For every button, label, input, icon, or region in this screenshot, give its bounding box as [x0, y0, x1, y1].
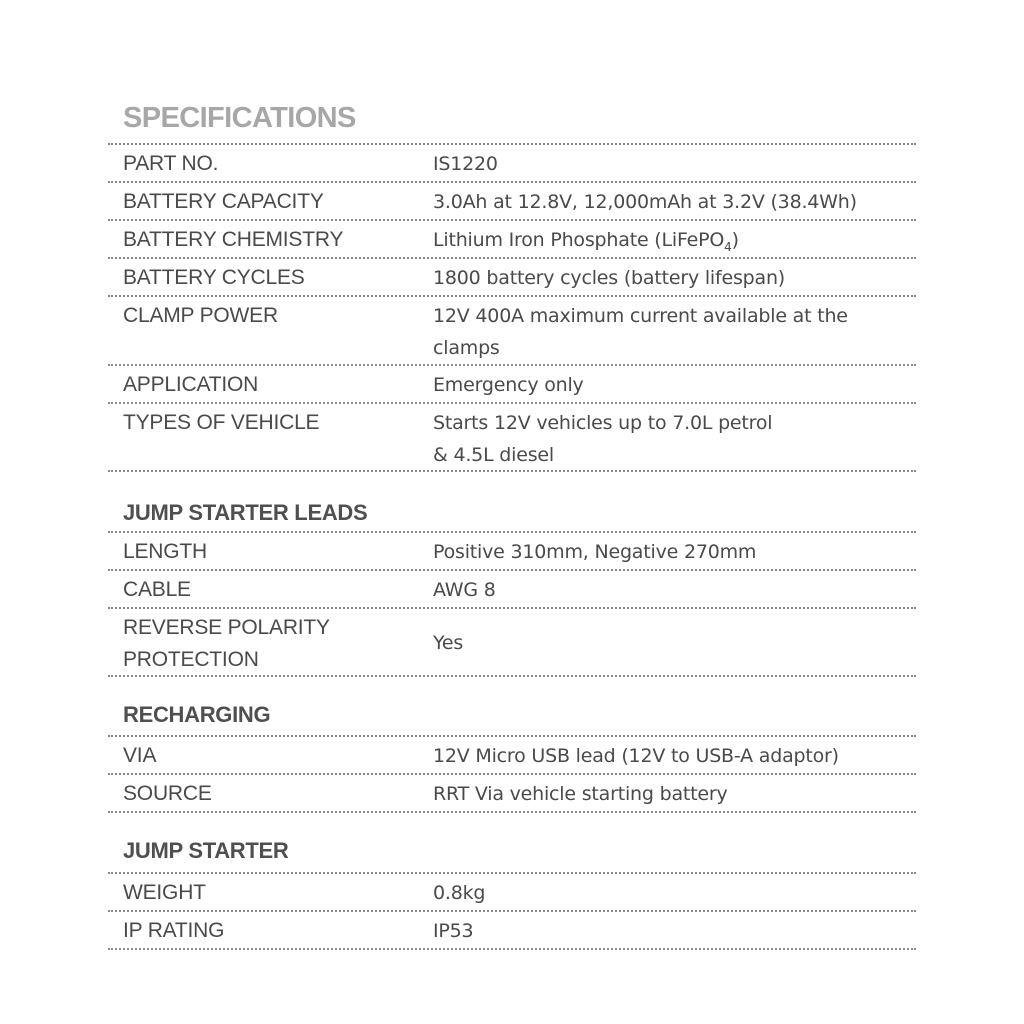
section-heading-jump-starter-leads: JUMP STARTER LEADS	[123, 500, 368, 525]
spec-label: TYPES OF VEHICLE	[123, 411, 320, 434]
spec-label: CLAMP POWER	[123, 304, 278, 327]
spec-label: IP RATING	[123, 919, 225, 942]
spec-value: RRT Via vehicle starting battery	[433, 783, 728, 805]
spec-row-reverse-polarity-protection	[108, 607, 916, 677]
spec-label: WEIGHT	[123, 881, 206, 904]
spec-value: Positive 310mm, Negative 270mm	[433, 541, 757, 563]
spec-row-part-no	[108, 143, 916, 182]
spec-label: BATTERY CHEMISTRY	[123, 228, 344, 251]
spec-label: SOURCE	[123, 782, 212, 805]
spec-row-ip-rating	[108, 910, 916, 950]
spec-value: 12V 400A maximum current available at the clamps	[433, 305, 848, 359]
section-heading-recharging: RECHARGING	[123, 702, 271, 727]
spec-label: VIA	[123, 744, 157, 767]
page-title: SPECIFICATIONS	[123, 102, 356, 134]
spec-label-line: PROTECTION	[123, 648, 259, 671]
spec-label: APPLICATION	[123, 373, 259, 396]
spec-label: PART NO.	[123, 152, 219, 175]
spec-label	[123, 612, 413, 676]
spec-label: BATTERY CAPACITY	[123, 190, 324, 213]
spec-label-line: REVERSE POLARITY	[123, 616, 330, 639]
spec-row-via	[108, 735, 916, 774]
spec-row-types-of-vehicle	[108, 402, 916, 472]
spec-value: 3.0Ah at 12.8V, 12,000mAh at 3.2V (38.4Wh)	[433, 191, 857, 213]
spec-value	[433, 407, 903, 471]
spec-value: 0.8kg	[433, 882, 486, 904]
chemistry-close: )	[731, 229, 739, 251]
spec-label: CABLE	[123, 578, 191, 601]
spec-value: IS1220	[433, 153, 498, 175]
chemistry-subscript: 4	[724, 240, 732, 254]
spec-value: IP53	[433, 920, 474, 942]
spec-value: Emergency only	[433, 374, 584, 396]
spec-value: Yes	[433, 632, 464, 654]
chemistry-text: Lithium Iron Phosphate (LiFePO	[433, 229, 725, 251]
spec-value-line: Starts 12V vehicles up to 7.0L petrol	[433, 412, 773, 434]
spec-value: 12V Micro USB lead (12V to USB-A adaptor)	[433, 745, 839, 767]
spec-row-battery-chemistry	[108, 219, 916, 258]
spec-row-clamp-power	[108, 295, 916, 365]
spec-label: LENGTH	[123, 540, 207, 563]
spec-row-battery-cycles	[108, 257, 916, 296]
section-heading-jump-starter: JUMP STARTER	[123, 838, 289, 863]
spec-value: 1800 battery cycles (battery lifespan)	[433, 267, 786, 289]
spec-row-cable	[108, 569, 916, 608]
spec-label: BATTERY CYCLES	[123, 266, 305, 289]
spec-row-length	[108, 531, 916, 570]
spec-row-weight	[108, 872, 916, 911]
spec-row-application	[108, 364, 916, 403]
spec-row-source	[108, 773, 916, 813]
spec-value-line: & 4.5L diesel	[433, 444, 554, 466]
spec-row-battery-capacity	[108, 181, 916, 220]
spec-value: AWG 8	[433, 579, 496, 601]
